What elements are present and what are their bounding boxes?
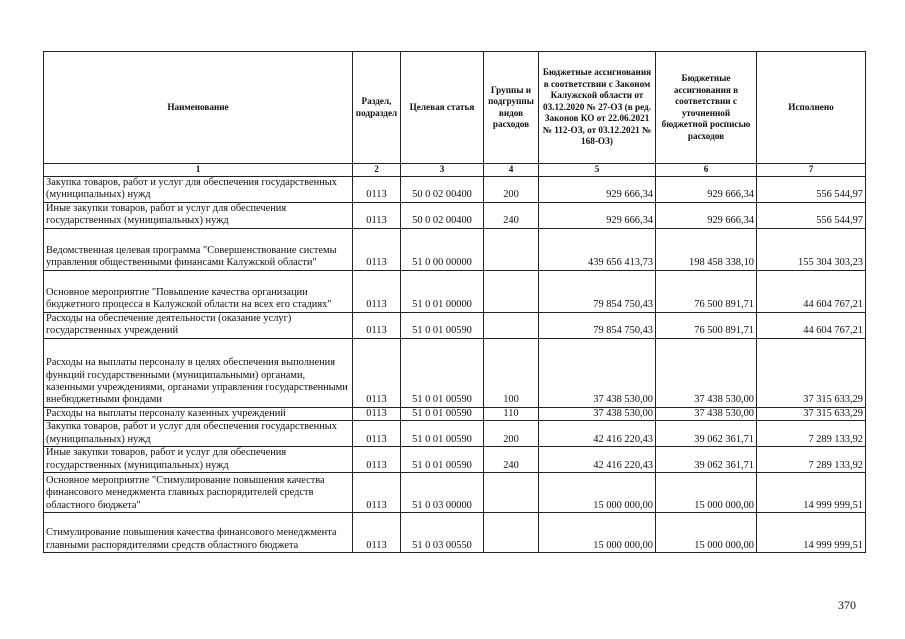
- row-section: 0113: [353, 446, 401, 472]
- column-number: 4: [484, 164, 539, 177]
- table-row: [44, 270, 866, 312]
- row-section: 0113: [353, 228, 401, 270]
- row-name: Основное мероприятие "Стимулирование повышения качества финансового менеджмента главных распорядителей средств областного бюджета": [44, 472, 353, 512]
- row-name: Основное мероприятие "Повышение качества организации бюджетного процесса в Калужской области на всех его стадиях": [44, 270, 353, 312]
- row-refined-amount: 198 458 338,10: [656, 228, 757, 270]
- table-row: [44, 512, 866, 552]
- row-name: Закупка товаров, работ и услуг для обеспечения государственных (муниципальных) нужд: [44, 176, 353, 202]
- column-number: 7: [757, 164, 866, 177]
- column-number-row: [44, 164, 866, 177]
- row-group: 240: [484, 202, 539, 228]
- column-number: 1: [44, 164, 353, 177]
- row-law-amount: 37 438 530,00: [539, 338, 656, 407]
- column-number: 2: [353, 164, 401, 177]
- row-executed-amount: 556 544,97: [757, 176, 866, 202]
- row-law-amount: 79 854 750,43: [539, 312, 656, 338]
- row-group: [484, 472, 539, 512]
- row-law-amount: 929 666,34: [539, 176, 656, 202]
- row-law-amount: 15 000 000,00: [539, 512, 656, 552]
- header-executed: Исполнено: [757, 52, 866, 164]
- row-section: 0113: [353, 338, 401, 407]
- row-law-amount: 37 438 530,00: [539, 407, 656, 420]
- budget-execution-table: [43, 51, 866, 553]
- row-group: [484, 512, 539, 552]
- table-row: [44, 420, 866, 446]
- row-name: Иные закупки товаров, работ и услуг для обеспечения государственных (муниципальных) нужд: [44, 202, 353, 228]
- row-name: Ведомственная целевая программа "Совершенствование системы управления общественными финансами Калужской области": [44, 228, 353, 270]
- row-target: 51 0 01 00590: [401, 312, 484, 338]
- row-group: 200: [484, 176, 539, 202]
- header-name: Наименование: [44, 52, 353, 164]
- row-executed-amount: 37 315 633,29: [757, 338, 866, 407]
- row-target: 51 0 01 00590: [401, 407, 484, 420]
- row-group: 100: [484, 338, 539, 407]
- row-executed-amount: 7 289 133,92: [757, 420, 866, 446]
- row-name: Иные закупки товаров, работ и услуг для обеспечения государственных (муниципальных) нужд: [44, 446, 353, 472]
- row-section: 0113: [353, 176, 401, 202]
- table-header-row: [44, 52, 866, 164]
- row-target: 51 0 01 00000: [401, 270, 484, 312]
- page-number: 370: [838, 598, 856, 612]
- column-number: 6: [656, 164, 757, 177]
- row-name: Расходы на выплаты персоналу казенных учреждений: [44, 407, 353, 420]
- row-law-amount: 79 854 750,43: [539, 270, 656, 312]
- row-refined-amount: 39 062 361,71: [656, 420, 757, 446]
- table-row: [44, 446, 866, 472]
- row-section: 0113: [353, 407, 401, 420]
- row-executed-amount: 14 999 999,51: [757, 472, 866, 512]
- row-executed-amount: 44 604 767,21: [757, 270, 866, 312]
- table-row: [44, 312, 866, 338]
- row-law-amount: 929 666,34: [539, 202, 656, 228]
- header-target-article: Целевая статья: [401, 52, 484, 164]
- table-row: [44, 338, 866, 407]
- column-number: 5: [539, 164, 656, 177]
- row-group: 110: [484, 407, 539, 420]
- row-group: [484, 312, 539, 338]
- row-refined-amount: 37 438 530,00: [656, 407, 757, 420]
- table-row: [44, 176, 866, 202]
- row-name: Расходы на обеспечение деятельности (оказание услуг) государственных учреждений: [44, 312, 353, 338]
- row-group: 240: [484, 446, 539, 472]
- row-group: [484, 228, 539, 270]
- row-target: 50 0 02 00400: [401, 176, 484, 202]
- row-law-amount: 42 416 220,43: [539, 420, 656, 446]
- header-refined-allocations: Бюджетные ассигнования в соответствии с уточненной бюджетной росписью расходов: [656, 52, 757, 164]
- row-target: 51 0 01 00590: [401, 338, 484, 407]
- row-refined-amount: 39 062 361,71: [656, 446, 757, 472]
- row-executed-amount: 556 544,97: [757, 202, 866, 228]
- row-refined-amount: 15 000 000,00: [656, 512, 757, 552]
- header-section: Раздел, подраздел: [353, 52, 401, 164]
- row-law-amount: 439 656 413,73: [539, 228, 656, 270]
- table-row: [44, 472, 866, 512]
- table-row: [44, 202, 866, 228]
- row-section: 0113: [353, 512, 401, 552]
- row-law-amount: 42 416 220,43: [539, 446, 656, 472]
- row-target: 51 0 00 00000: [401, 228, 484, 270]
- row-target: 51 0 01 00590: [401, 446, 484, 472]
- table-row: [44, 407, 866, 420]
- header-law-allocations: Бюджетные ассигнования в соответствии с Законом Калужской области от 03.12.2020 № 27-ОЗ (в ред. Законов КО от 22.06.2021 № 112-ОЗ, от 03.12.2021 № 168-ОЗ): [539, 52, 656, 164]
- row-group: 200: [484, 420, 539, 446]
- header-expense-groups: Группы и подгруппы видов расходов: [484, 52, 539, 164]
- row-refined-amount: 37 438 530,00: [656, 338, 757, 407]
- row-refined-amount: 929 666,34: [656, 176, 757, 202]
- column-number: 3: [401, 164, 484, 177]
- row-executed-amount: 37 315 633,29: [757, 407, 866, 420]
- row-refined-amount: 76 500 891,71: [656, 270, 757, 312]
- row-section: 0113: [353, 202, 401, 228]
- row-executed-amount: 14 999 999,51: [757, 512, 866, 552]
- row-executed-amount: 7 289 133,92: [757, 446, 866, 472]
- row-refined-amount: 929 666,34: [656, 202, 757, 228]
- row-refined-amount: 15 000 000,00: [656, 472, 757, 512]
- row-section: 0113: [353, 420, 401, 446]
- row-section: 0113: [353, 472, 401, 512]
- row-target: 50 0 02 00400: [401, 202, 484, 228]
- row-name: Расходы на выплаты персоналу в целях обеспечения выполнения функций государственными (муниципальными) органами, казенными учреждениями, органами управления государственными внебюджетными фондами: [44, 338, 353, 407]
- row-group: [484, 270, 539, 312]
- row-refined-amount: 76 500 891,71: [656, 312, 757, 338]
- row-target: 51 0 03 00550: [401, 512, 484, 552]
- row-section: 0113: [353, 312, 401, 338]
- row-name: Стимулирование повышения качества финансового менеджмента главными распорядителями средств областного бюджета: [44, 512, 353, 552]
- row-section: 0113: [353, 270, 401, 312]
- row-law-amount: 15 000 000,00: [539, 472, 656, 512]
- row-executed-amount: 155 304 303,23: [757, 228, 866, 270]
- row-target: 51 0 01 00590: [401, 420, 484, 446]
- row-executed-amount: 44 604 767,21: [757, 312, 866, 338]
- row-target: 51 0 03 00000: [401, 472, 484, 512]
- table-row: [44, 228, 866, 270]
- row-name: Закупка товаров, работ и услуг для обеспечения государственных (муниципальных) нужд: [44, 420, 353, 446]
